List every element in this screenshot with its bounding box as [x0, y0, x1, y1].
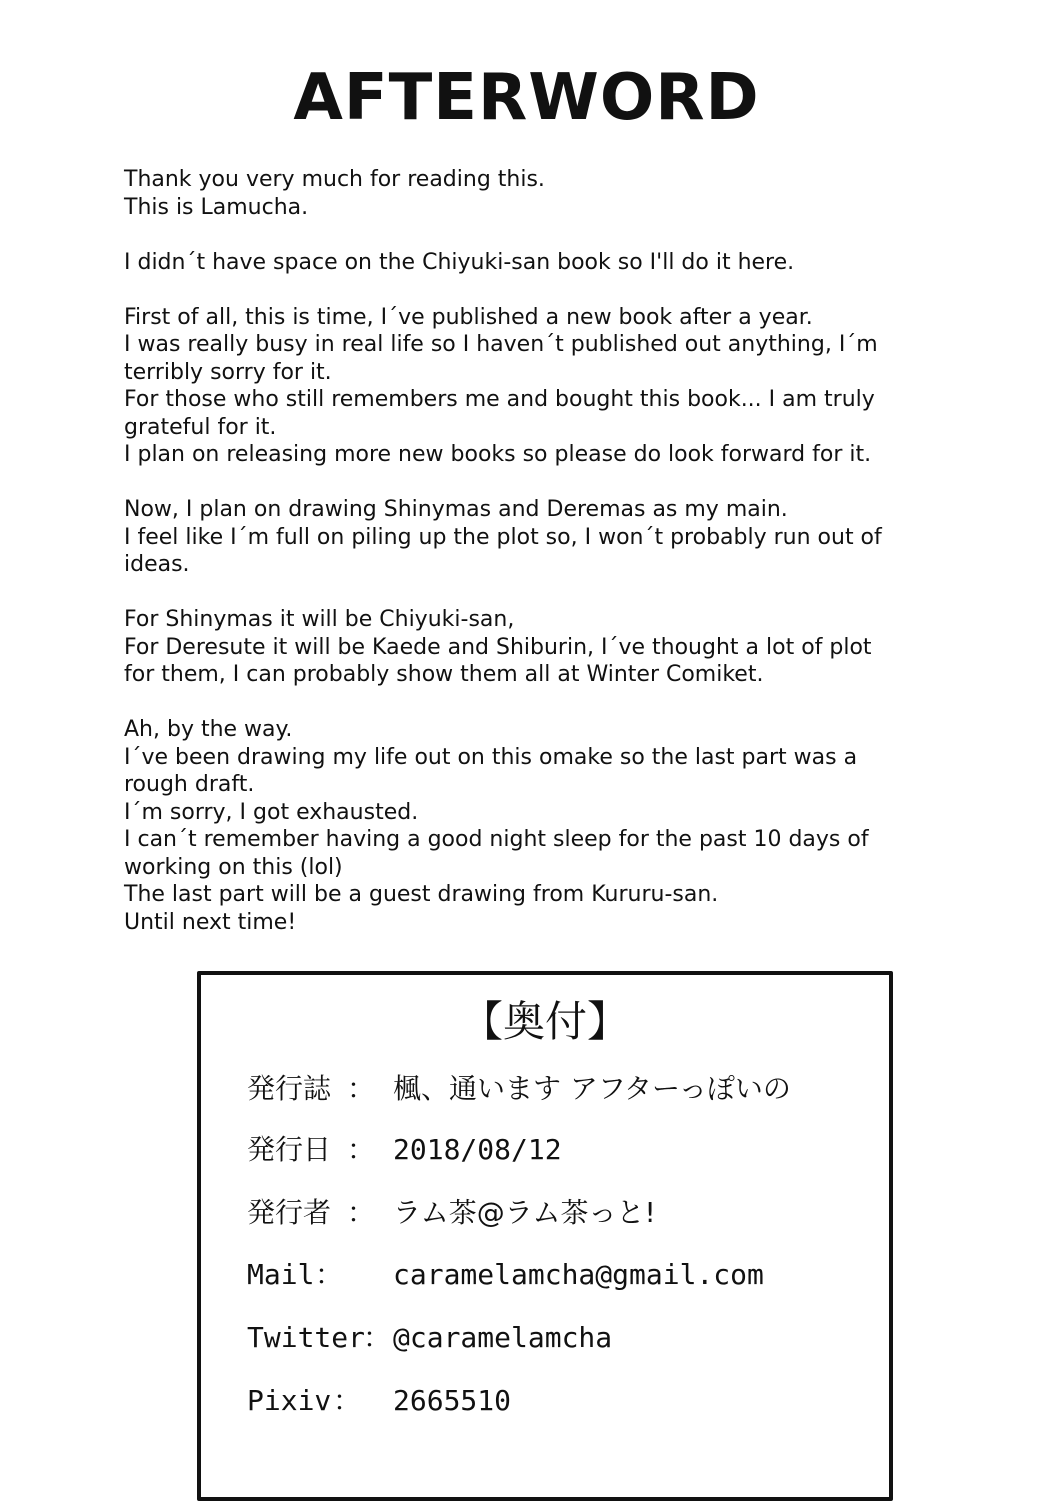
text-line: I´m sorry, I got exhausted.	[124, 799, 419, 825]
text-line: First of all, this is time, I´ve published a new book after a year.	[124, 304, 813, 330]
colophon-value: 2665510	[393, 1384, 512, 1417]
colophon-separator: ：	[347, 1196, 376, 1229]
text-line: ideas.	[124, 552, 190, 577]
text-line: terribly sorry for it.	[124, 359, 332, 385]
colophon-label: Mail	[247, 1258, 315, 1291]
text-line: I can´t remember having a good night sleep for the past 10 days of	[124, 827, 869, 852]
text-line: working on this (lol)	[124, 854, 343, 880]
text-line: I didn´t have space on the Chiyuki-san book so I'll do it here.	[124, 249, 795, 275]
colophon-value: caramelamcha@gmail.com	[393, 1258, 764, 1291]
text-line: Thank you very much for reading this.	[124, 167, 545, 192]
colophon-label: Pixiv	[247, 1384, 332, 1417]
text-line: I´ve been drawing my life out on this omake so the last part was a	[124, 744, 858, 770]
colophon-separator: ：	[347, 1072, 376, 1105]
text-line: The last part will be a guest drawing from Kururu-san.	[124, 882, 719, 907]
colophon-label: 発行誌	[247, 1072, 332, 1105]
colophon-label: 発行日	[247, 1133, 332, 1166]
text-line: rough draft.	[124, 772, 255, 797]
afterword-body	[124, 166, 984, 936]
colophon-label: Twitter	[247, 1321, 366, 1354]
text-line: I was really busy in real life so I haven´t published out anything, I´m	[124, 332, 878, 357]
text-line: Ah, by the way.	[124, 717, 293, 742]
colophon-separator: ：	[333, 1384, 362, 1417]
colophon-value: 楓、通います アフターっぽいの	[393, 1072, 791, 1105]
text-line: Now, I plan on drawing Shinymas and Deremas as my main.	[124, 497, 788, 522]
text-line: For those who still remembers me and bought this book... I am truly	[124, 387, 875, 412]
colophon-value: ラム茶@ラム茶っと!	[393, 1196, 656, 1229]
colophon-box	[197, 971, 893, 1501]
text-line: This is Lamucha.	[124, 194, 309, 220]
colophon-title: 【奥付】	[460, 997, 629, 1046]
text-line: Until next time!	[124, 909, 297, 935]
colophon-separator: ：	[347, 1133, 376, 1166]
text-line: I plan on releasing more new books so please do look forward for it.	[124, 442, 872, 467]
colophon-value: 2018/08/12	[393, 1133, 562, 1166]
text-line: grateful for it.	[124, 414, 277, 440]
colophon-label: 発行者	[247, 1196, 332, 1229]
colophon-value: @caramelamcha	[393, 1321, 613, 1354]
text-line: for them, I can probably show them all at Winter Comiket.	[124, 662, 764, 687]
afterword-title: AFTERWORD	[293, 61, 760, 135]
colophon-separator: ：	[363, 1321, 392, 1354]
text-line: For Shinymas it will be Chiyuki-san,	[124, 607, 515, 632]
colophon-separator: ：	[315, 1258, 344, 1291]
text-line: For Deresute it will be Kaede and Shiburin, I´ve thought a lot of plot	[124, 634, 872, 660]
text-line: I feel like I´m full on piling up the plot so, I won´t probably run out of	[124, 524, 882, 550]
